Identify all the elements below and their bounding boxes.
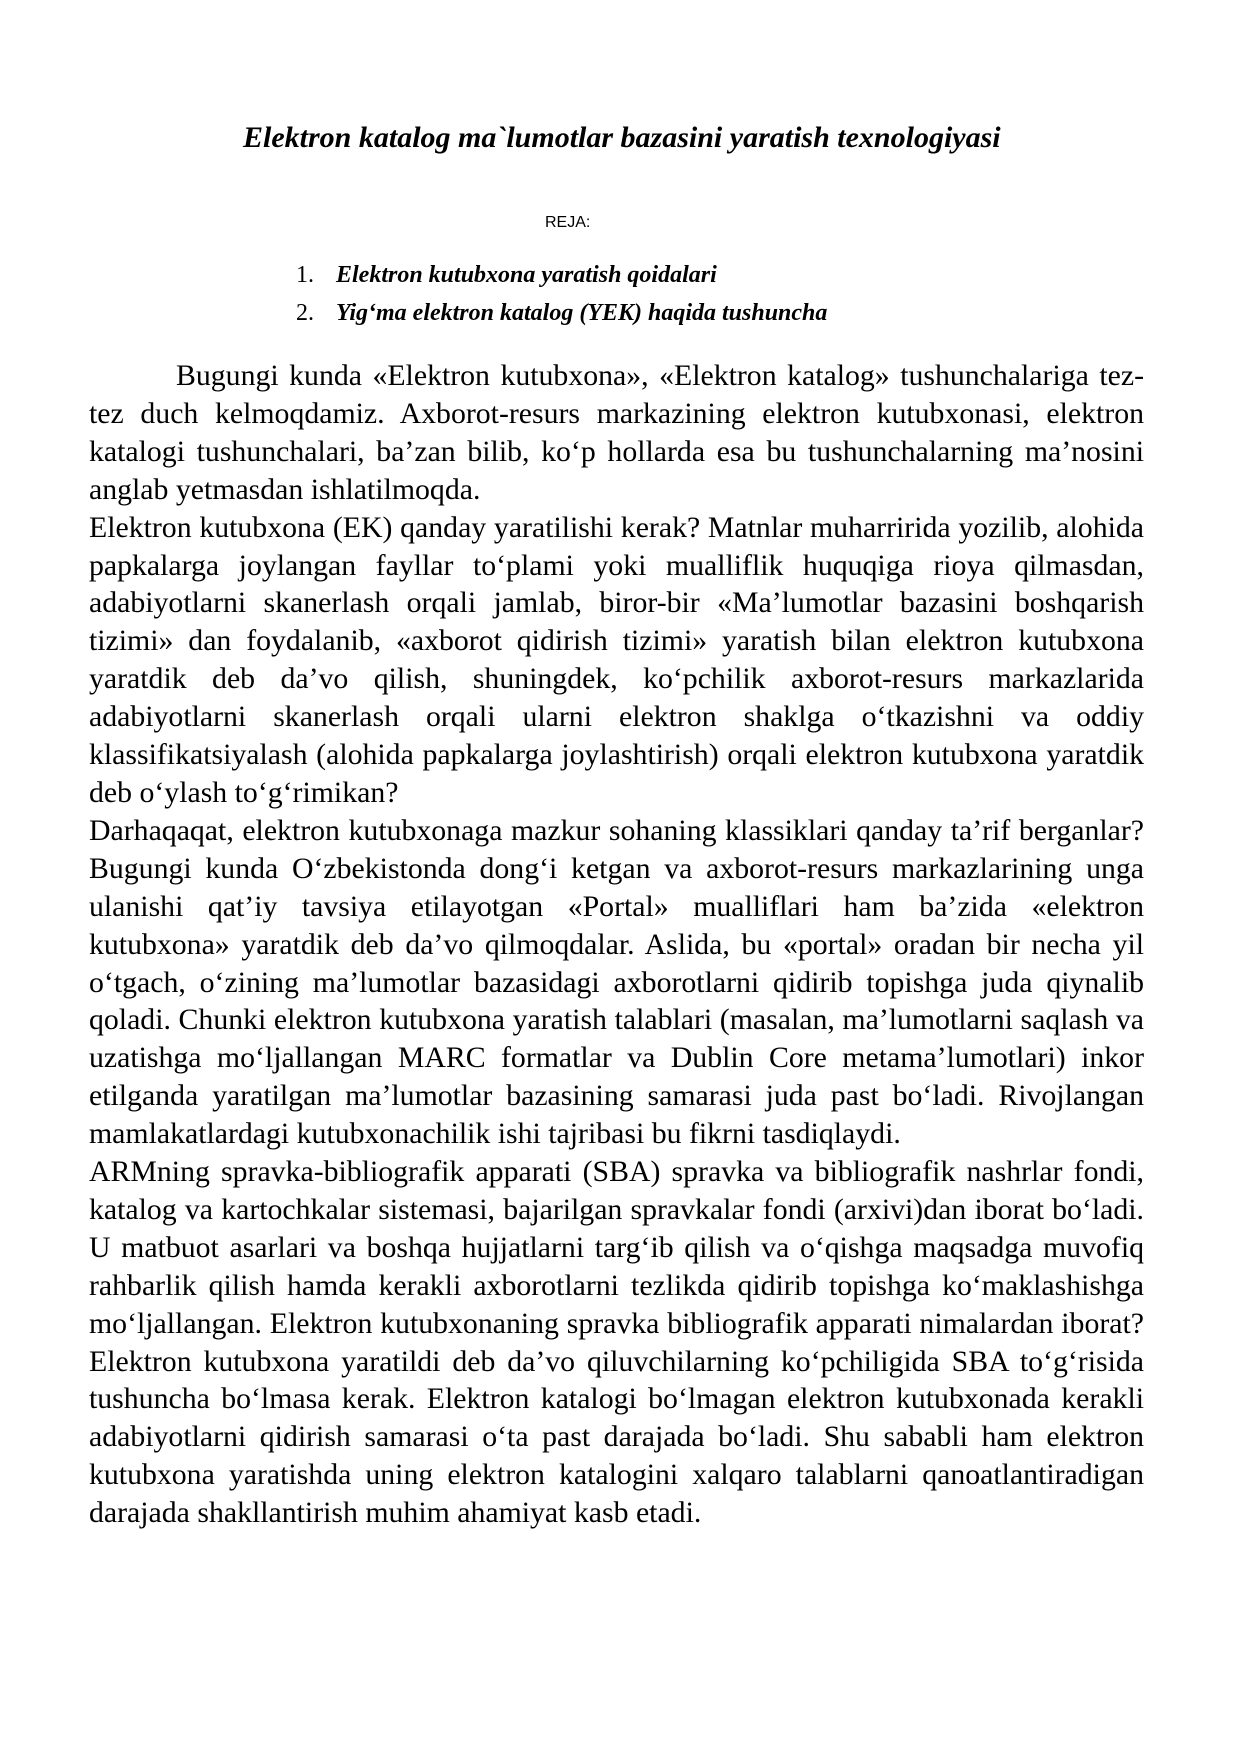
plan-item	[296, 256, 827, 294]
plan-item-number: 2.	[296, 300, 314, 326]
paragraph: Elektron kutubxona (EK) qanday yaratilishi kerak? Matnlar muharririda yozilib, alohida papkalarga joylangan fayllar to‘plami yoki mualliflik huquqiga rioya qilmasdan, adabiyotlarni skanerlash orqali jamlab, biror-bir «Ma’lumotlar bazasini boshqarish tizimi» dan foydalanib, «axborot qidirish tizimi» yaratish bilan elektron kutubxona yaratdik deb da’vo qilish, shuningdek, ko‘pchilik axborot-resurs markazlarida adabiyotlarni skanerlash orqali ularni elektron shaklga o‘tkazishni va oddiy klassifikatsiyalash (alohida papkalarga joylashtirish) orqali elektron kutubxona yaratdik deb o‘ylash to‘g‘rimikan?	[89, 510, 1144, 809]
plan-item-text: Yig‘ma elektron katalog (YEK) haqida tushuncha	[336, 300, 828, 326]
paragraph: Darhaqaqat, elektron kutubxonaga mazkur sohaning klassiklari qanday ta’rif berganlar? Bugungi kunda O‘zbekistonda dong‘i ketgan va axborot-resurs markazlarining unga ulanishi qat’iy tavsiya etilayotgan «Portal» mualliflari ham ba’zida «elektron kutubxona» yaratdik deb da’vo qilmoqdalar. Aslida, bu «portal» oradan bir necha yil o‘tgach, o‘zining ma’lumotlar bazasidagi axborotlarni qidirib topishga juda qiynalib qoladi. Chunki elektron kutubxona yaratish talablari (masalan, ma’lumotlarni saqlash va uzatishga mo‘ljallangan MARC formatlar va Dublin Core metama’lumotlari) inkor etilganda yaratilgan ma’lumotlar bazasining samarasi juda past bo‘ladi. Rivojlangan mamlakatlardagi kutubxonachilik ishi tajribasi bu fikrni tasdiqlaydi.	[89, 813, 1144, 1151]
plan-item-text: Elektron kutubxona yaratish qoidalari	[336, 262, 717, 288]
plan-item	[296, 294, 827, 332]
plan-item-number: 1.	[296, 262, 314, 288]
plan-list	[296, 256, 827, 332]
paragraph: Bugungi kunda «Elektron kutubxona», «Elektron katalog» tushunchalariga tez-tez duch kelmoqdamiz. Axborot-resurs markazining elektron kutubxonasi, elektron katalogi tushunchalari, ba’zan bilib, ko‘p hollarda esa bu tushunchalarning ma’nosini anglab yetmasdan ishlatilmoqda.	[89, 359, 1144, 506]
body-text	[89, 357, 1144, 1532]
document-title: Elektron katalog ma`lumotlar bazasini yaratish texnologiyasi	[243, 121, 1001, 154]
plan-heading: REJA:	[545, 214, 591, 231]
paragraph: ARMning spravka-bibliografik apparati (SBA) spravka va bibliografik nashrlar fondi, katalog va kartochkalar sistemasi, bajarilgan spravkalar fondi (arxivi)dan iborat bo‘ladi. U matbuot asarlari va boshqa hujjatlarni targ‘ib qilish va o‘qishga maqsadga muvofiq rahbarlik qilish hamda kerakli axborotlarni tezlikda qidirib topishga ko‘maklashishga mo‘ljallangan. Elektron kutubxonaning spravka bibliografik apparati nimalardan iborat? Elektron kutubxona yaratildi deb da’vo qiluvchilarning ko‘pchiligida SBA to‘g‘risida tushuncha bo‘lmasa kerak. Elektron katalogi bo‘lmagan elektron kutubxonada kerakli adabiyotlarni qidirish samarasi o‘ta past darajada bo‘ladi. Shu sababli ham elektron kutubxona yaratishda uning elektron katalogini xalqaro talablarni qanoatlantiradigan darajada shakllantirish muhim ahamiyat kasb etadi.	[89, 1155, 1144, 1530]
